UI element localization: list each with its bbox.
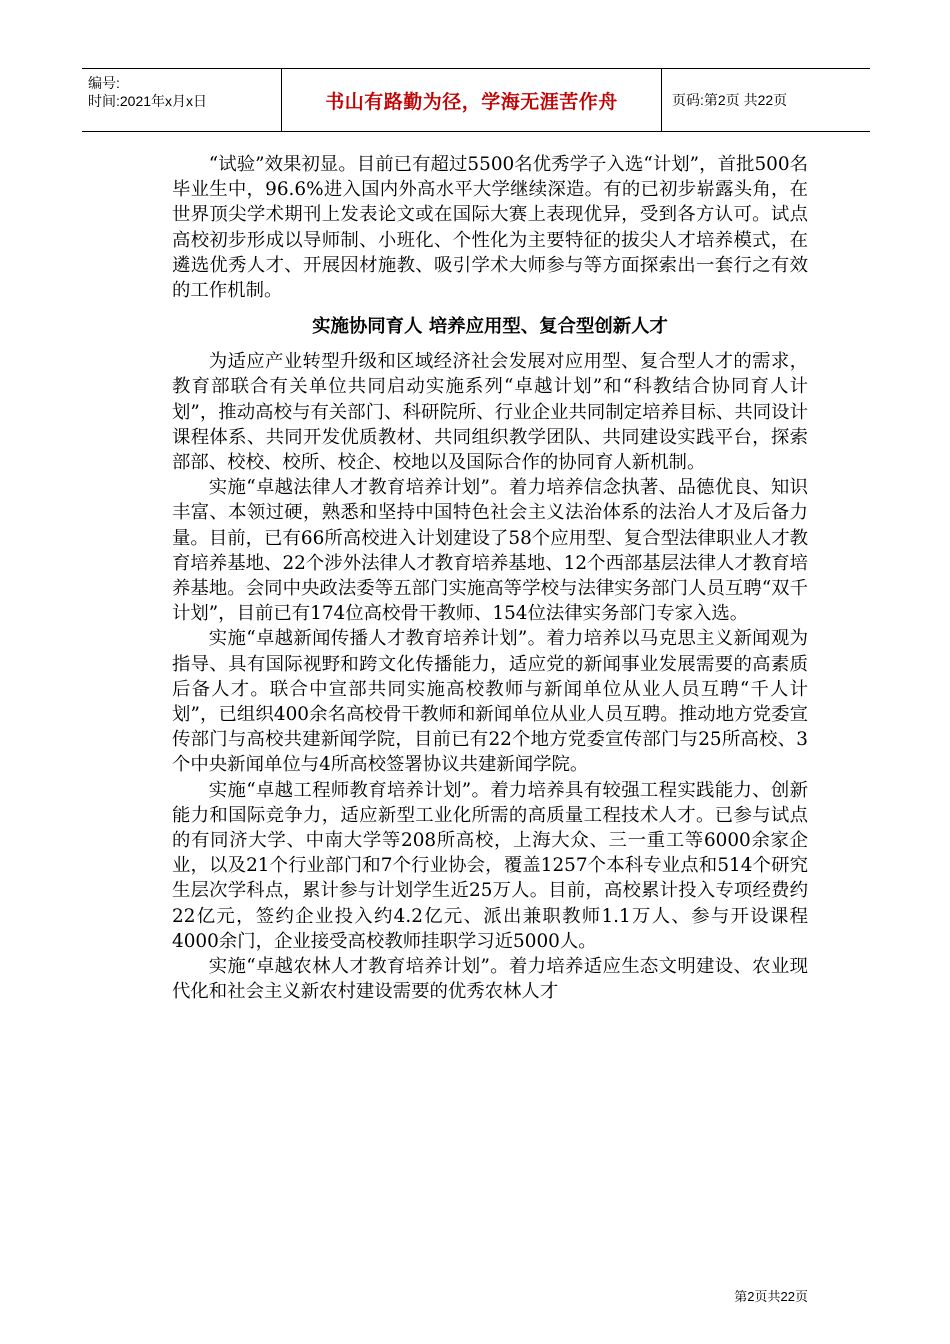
header-motto-cell bbox=[282, 69, 662, 131]
section-title: 实施协同育人 培养应用型、复合型创新人才 bbox=[312, 316, 668, 338]
page-footer-number: 第2页共22页 bbox=[734, 1289, 808, 1304]
document-body bbox=[172, 152, 808, 1005]
paragraph-law-talent-plan: 实施“卓越法律人才教育培养计划”。着力培养信念执著、品德优良、知识丰富、本领过硬，熟悉和坚持中国特色社会主义法治体系的法治人才及后备力量。目前，已有66所高校进入计划建设了58个应用型、复合型法律职业人才教育培养基地、22个涉外法律人才教育培养基地、12个西部基层法律人才教育培养基地。会同中央政法委等五部门实施高等学校与法律实务部门人员互聘“双千计划”，目前已有174位高校骨干教师、154位法律实务部门专家入选。 bbox=[172, 477, 808, 625]
doc-time-label: 时间:2021年x月x日 bbox=[88, 93, 208, 109]
paragraph-collaborative-education: 为适应产业转型升级和区域经济社会发展对应用型、复合型人才的需求，教育部联合有关单位共同启动实施系列“卓越计划”和“科教结合协同育人计划”，推动高校与有关部门、科研院所、行业企业共同制定培养目标、共同设计课程体系、共同开发优质教材、共同组织教学团队、共同建设实践平台，探索部部、校校、校所、校企、校地以及国际合作的协同育人新机制。 bbox=[172, 351, 808, 474]
page-header bbox=[82, 68, 870, 132]
paragraph-agriculture-forestry-plan: 实施“卓越农林人才教育培养计划”。着力培养适应生态文明建设、农业现代化和社会主义新农村建设需要的优秀农林人才 bbox=[172, 956, 808, 1003]
header-page-code: 页码:第2页 共22页 bbox=[672, 92, 788, 108]
header-page-code-cell bbox=[662, 69, 870, 131]
paragraph-engineer-plan: 实施“卓越工程师教育培养计划”。着力培养具有较强工程实践能力、创新能力和国际竞争力，适应新型工业化所需的高质量工程技术人才。已参与试点的有同济大学、中南大学等208所高校，上海大众、三一重工等6000余家企业，以及21个行业部门和7个行业协会，覆盖1257个本科专业点和514个研究生层次学科点，累计参与计划学生近25万人。目前，高校累计投入专项经费约22亿元，签约企业投入约4.2亿元、派出兼职教师1.1万人、参与开设课程4000余门，企业接受高校教师挂职学习近5000人。 bbox=[172, 779, 808, 952]
paragraph-journalism-talent-plan: 实施“卓越新闻传播人才教育培养计划”。着力培养以马克思主义新闻观为指导、具有国际视野和跨文化传播能力，适应党的新闻事业发展需要的高素质后备人才。联合中宣部共同实施高校教师与新闻单位从业人员互聘“千人计划”，已组织400余名高校骨干教师和新闻单位从业人员互聘。推动地方党委宣传部门与高校共建新闻学院，目前已有22个地方党委宣传部门与25所高校、3个中央新闻单位与4所高校签署协议共建新闻学院。 bbox=[172, 628, 808, 776]
header-motto: 书山有路勤为径，学海无涯苦作舟 bbox=[325, 90, 618, 113]
doc-number-label: 编号: bbox=[88, 75, 120, 91]
header-meta-cell bbox=[82, 69, 282, 131]
paragraph-intro: “试验”效果初显。目前已有超过5500名优秀学子入选“计划”，首批500名毕业生中，96.6%进入国内外高水平大学继续深造。有的已初步崭露头角，在世界顶尖学术期刊上发表论文或在国际大赛上表现优异，受到各方认可。试点高校初步形成以导师制、小班化、个性化为主要特征的拔尖人才培养模式，在遴选优秀人才、开展因材施教、吸引学术大师参与等方面探索出一套行之有效的工作机制。 bbox=[172, 154, 808, 302]
